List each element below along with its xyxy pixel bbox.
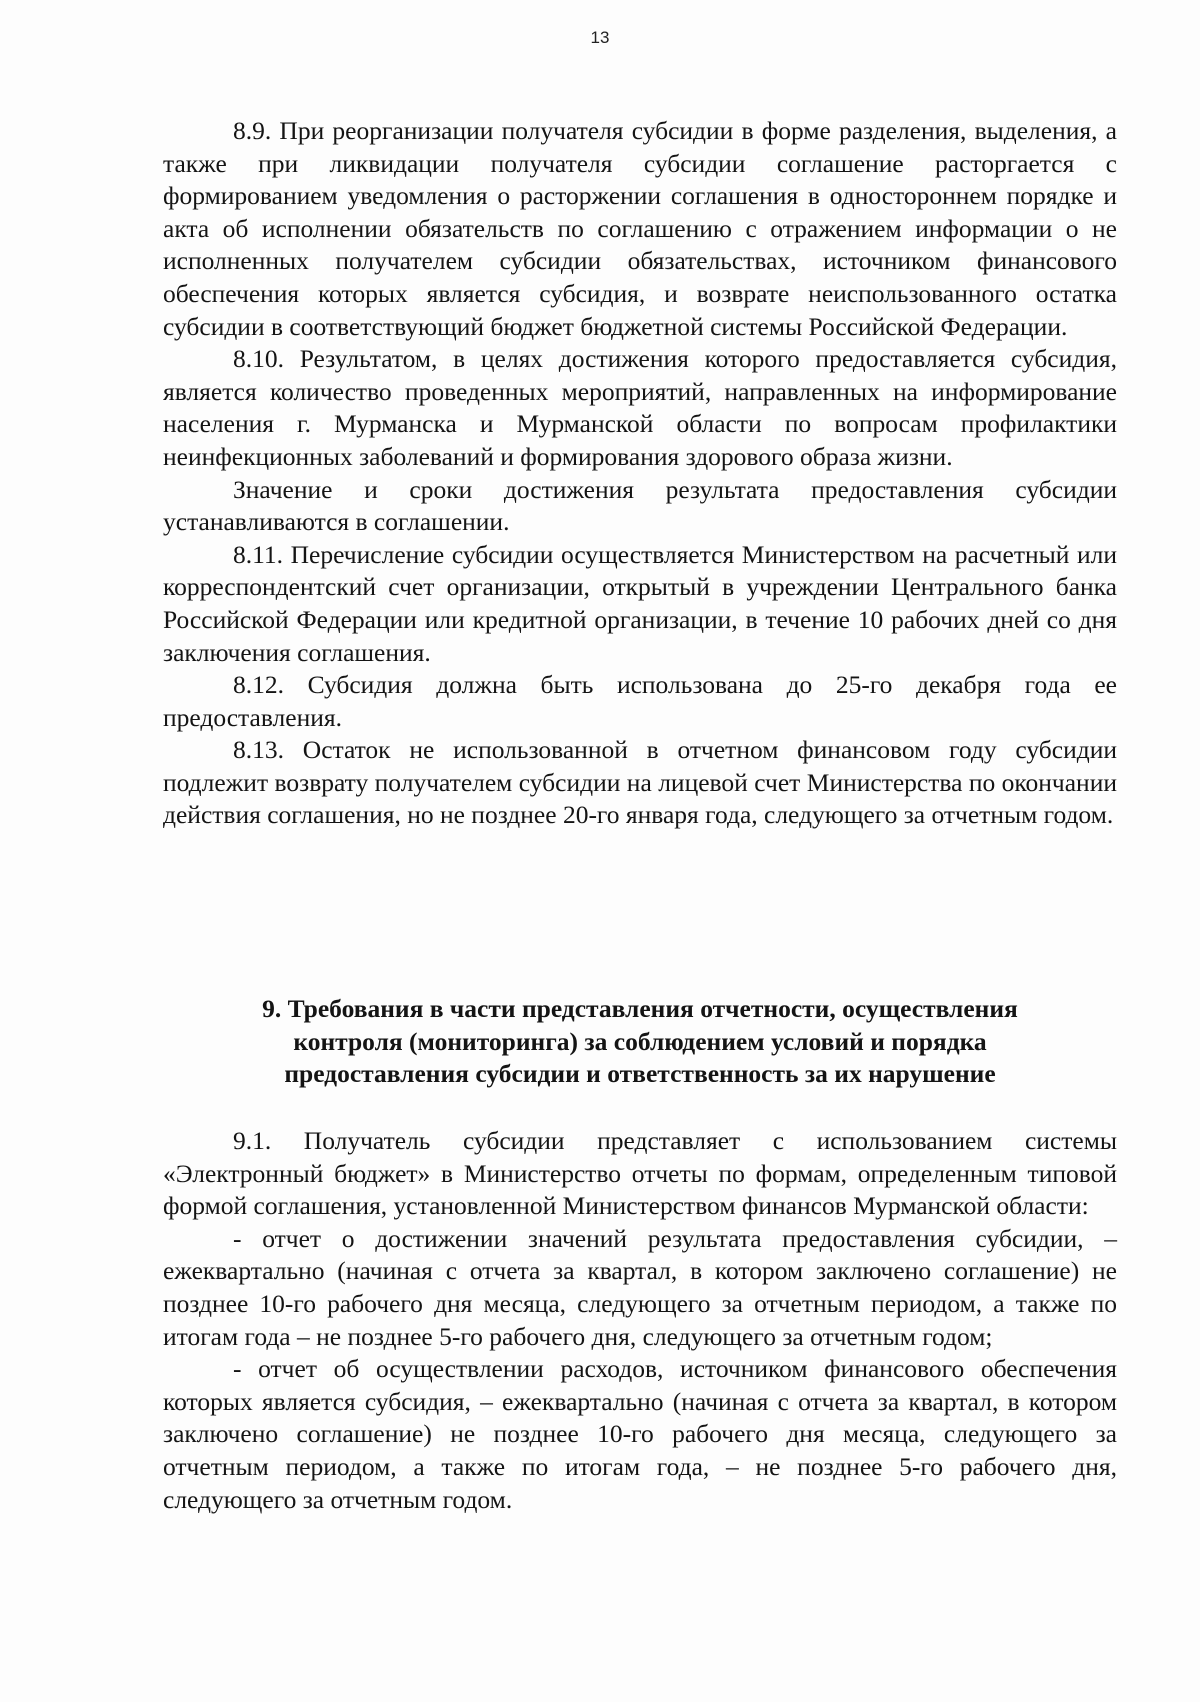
section-9-heading <box>163 993 1117 1091</box>
page-number: 13 <box>590 28 610 47</box>
section-8-text <box>163 115 1117 832</box>
paragraph-8-13: 8.13. Остаток не использованной в отчетном финансовом году субсидии подлежит возврату получателем субсидии на лицевой счет Министерства по окончании действия соглашения, но не позднее 20-го января года, следующего за отчетным годом. <box>163 735 1117 830</box>
paragraph-8-9: 8.9. При реорганизации получателя субсидии в форме разделения, выделения, а также при ликвидации получателя субсидии соглашение расторгается с формированием уведомления о расторжении соглашения в одностороннем порядке и акта об исполнении обязательств по соглашению с отражением информации о не исполненных получателем субсидии обязательствах, источником финансового обеспечения которых является субсидия, и возврате неиспользованного остатка субсидии в соответствующий бюджет бюджетной системы Российской Федерации. <box>163 116 1117 341</box>
paragraph-8-11: 8.11. Перечисление субсидии осуществляется Министерством на расчетный или корреспондентский счет организации, открытый в учреждении Центрального банка Российской Федерации или кредитной организации, в течение 10 рабочих дней со дня заключения соглашения. <box>163 539 1117 667</box>
paragraph-8-10: 8.10. Результатом, в целях достижения которого предоставляется субсидия, является количество проведенных мероприятий, направленных на информирование населения г. Мурманска и Мурманской области по вопросам профилактики неинфекционных заболеваний и формирования здорового образа жизни. <box>163 344 1117 471</box>
heading-line-3: предоставления субсидии и ответственность за их нарушение <box>284 1059 996 1089</box>
paragraph-8-10-result-value: Значение и сроки достижения результата предоставления субсидии устанавливаются в соглашении. <box>163 474 1117 537</box>
paragraph-8-12: 8.12. Субсидия должна быть использована до 25-го декабря года ее предоставления. <box>163 670 1117 732</box>
list-item-report-expenses: - отчет об осуществлении расходов, источником финансового обеспечения которых является субсидия, – ежеквартально (начиная с отчета за квартал, в котором заключено соглашение) не позднее 10-го рабочего дня месяца, следующего за отчетным периодом, а также по итогам года, – не позднее 5-го рабочего дня, следующего за отчетным годом. <box>163 1354 1117 1514</box>
heading-line-2: контроля (мониторинга) за соблюдением условий и порядка <box>293 1026 987 1056</box>
section-9-text <box>163 1125 1117 1516</box>
paragraph-9-1: 9.1. Получатель субсидии представляет с использованием системы «Электронный бюджет» в Министерство отчеты по формам, определенным типовой формой соглашения, установленной Министерством финансов Мурманской области: <box>163 1126 1117 1221</box>
list-item-report-results: - отчет о достижении значений результата предоставления субсидии, – ежеквартально (начиная с отчета за квартал, в котором заключено соглашение) не позднее 10-го рабочего дня месяца, следующего за отчетным периодом, а также по итогам года – не позднее 5-го рабочего дня, следующего за отчетным годом; <box>163 1223 1117 1351</box>
heading-line-1: 9. Требования в части представления отчетности, осуществления <box>262 994 1018 1023</box>
